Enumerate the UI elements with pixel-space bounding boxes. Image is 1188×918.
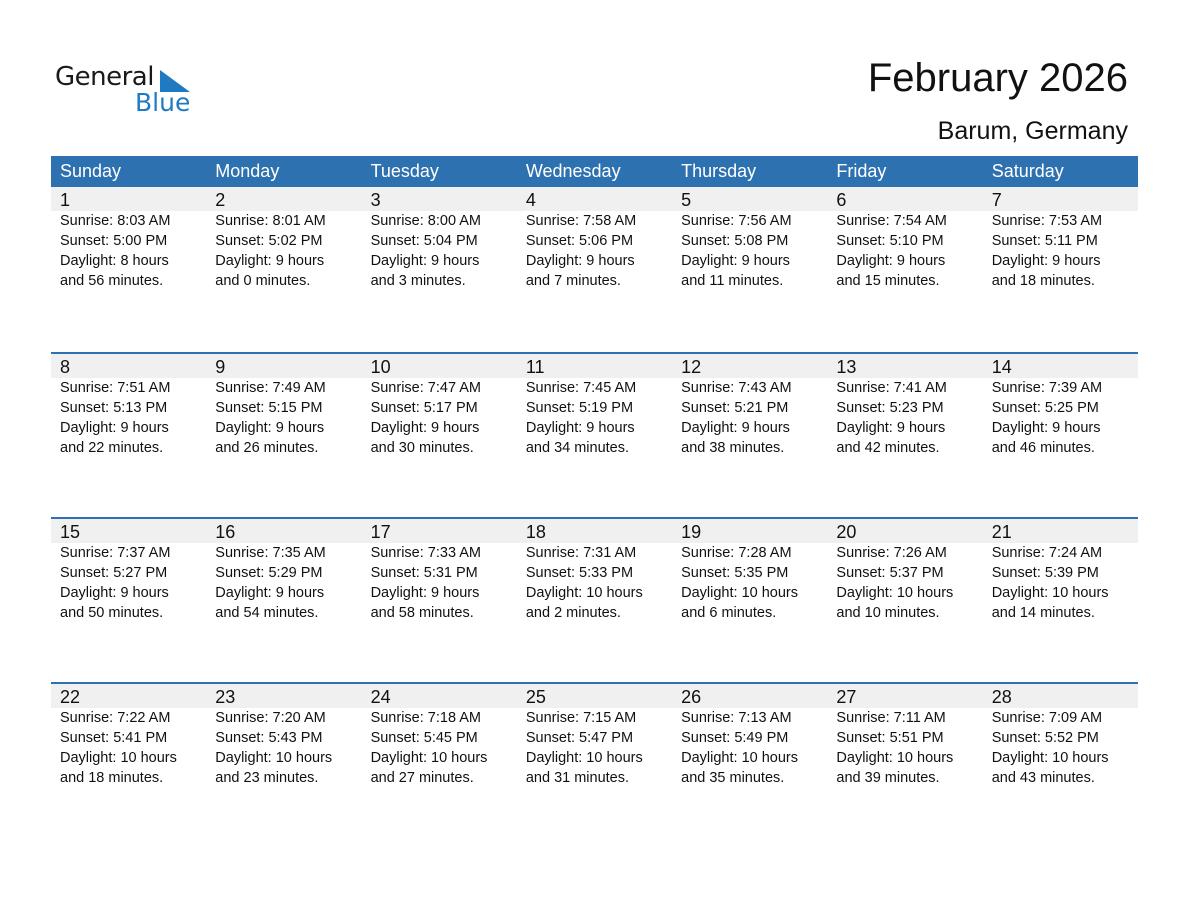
daylight-text: Daylight: 10 hours	[215, 750, 333, 766]
day-number: 9	[215, 357, 226, 377]
location-subtitle: Barum, Germany	[937, 117, 1128, 145]
page-title: February 2026	[867, 56, 1128, 100]
daylight-minutes-text: and 18 minutes.	[991, 273, 1095, 289]
sunrise-text: Sunrise: 7:51 AM	[60, 380, 171, 396]
sunset-text: Sunset: 5:45 PM	[370, 730, 478, 746]
sunset-text: Sunset: 5:19 PM	[525, 400, 634, 416]
sunset-text: Sunset: 5:41 PM	[60, 730, 168, 746]
day-number: 26	[681, 687, 702, 707]
sunset-text: Sunset: 5:39 PM	[991, 565, 1099, 581]
week-row	[51, 682, 1138, 847]
day-cell	[362, 354, 517, 458]
daylight-minutes-text: and 26 minutes.	[215, 440, 319, 456]
daylight-minutes-text: and 14 minutes.	[991, 605, 1095, 621]
week-row	[51, 517, 1138, 682]
sunrise-text: Sunrise: 7:39 AM	[991, 380, 1103, 396]
day-cell	[51, 354, 206, 458]
daylight-minutes-text: and 35 minutes.	[681, 770, 785, 786]
sunset-text: Sunset: 5:08 PM	[681, 233, 789, 249]
weekday-wednesday: Wednesday	[525, 161, 621, 181]
daylight-minutes-text: and 23 minutes.	[215, 770, 319, 786]
day-cell	[827, 684, 982, 788]
daylight-text: Daylight: 10 hours	[991, 750, 1109, 766]
day-cell	[827, 354, 982, 458]
sunrise-text: Sunrise: 7:47 AM	[370, 380, 481, 396]
sunrise-text: Sunrise: 8:03 AM	[60, 213, 171, 229]
sunset-text: Sunset: 5:13 PM	[60, 400, 168, 416]
logo-text-blue: Blue	[135, 88, 191, 117]
sunrise-text: Sunrise: 7:37 AM	[60, 545, 171, 561]
sunrise-text: Sunrise: 7:58 AM	[525, 213, 637, 229]
day-cell	[517, 519, 672, 623]
week-days	[51, 354, 1138, 458]
day-number: 2	[215, 190, 226, 210]
logo	[55, 62, 205, 122]
sunset-text: Sunset: 5:27 PM	[60, 565, 168, 581]
daylight-minutes-text: and 54 minutes.	[215, 605, 319, 621]
sunset-text: Sunset: 5:06 PM	[525, 233, 634, 249]
sunrise-text: Sunrise: 7:26 AM	[836, 545, 947, 561]
day-number: 23	[215, 687, 236, 707]
day-number: 8	[60, 357, 71, 377]
daylight-minutes-text: and 31 minutes.	[525, 770, 630, 786]
day-cell	[51, 187, 206, 291]
daylight-minutes-text: and 27 minutes.	[370, 770, 474, 786]
sunset-text: Sunset: 5:02 PM	[215, 233, 323, 249]
daylight-text: Daylight: 9 hours	[681, 253, 790, 269]
sunset-text: Sunset: 5:31 PM	[370, 565, 478, 581]
day-cell	[983, 519, 1138, 623]
day-number: 6	[836, 190, 847, 210]
sunset-text: Sunset: 5:47 PM	[525, 730, 634, 746]
day-cell	[983, 354, 1138, 458]
sunrise-text: Sunrise: 7:18 AM	[370, 710, 481, 726]
sunrise-text: Sunrise: 7:22 AM	[60, 710, 171, 726]
day-cell	[206, 354, 361, 458]
daylight-text: Daylight: 10 hours	[370, 750, 488, 766]
daylight-text: Daylight: 9 hours	[991, 253, 1101, 269]
day-number: 21	[991, 522, 1012, 542]
sunrise-text: Sunrise: 7:43 AM	[681, 380, 792, 396]
day-number: 24	[370, 687, 391, 707]
logo-text-general: General	[55, 62, 154, 92]
daylight-minutes-text: and 7 minutes.	[525, 273, 621, 289]
daylight-text: Daylight: 10 hours	[60, 750, 177, 766]
sunset-text: Sunset: 5:49 PM	[681, 730, 789, 746]
day-cell	[206, 684, 361, 788]
daylight-text: Daylight: 9 hours	[370, 420, 480, 436]
day-cell	[362, 187, 517, 291]
sunset-text: Sunset: 5:43 PM	[215, 730, 323, 746]
day-number: 19	[681, 522, 702, 542]
sunrise-text: Sunrise: 7:15 AM	[525, 710, 637, 726]
day-number: 10	[370, 357, 391, 377]
day-number: 14	[991, 357, 1012, 377]
daylight-minutes-text: and 38 minutes.	[681, 440, 785, 456]
daylight-minutes-text: and 42 minutes.	[836, 440, 940, 456]
day-cell	[51, 519, 206, 623]
sunrise-text: Sunrise: 7:53 AM	[991, 213, 1103, 229]
sunset-text: Sunset: 5:51 PM	[836, 730, 944, 746]
daylight-minutes-text: and 0 minutes.	[215, 273, 311, 289]
daylight-text: Daylight: 10 hours	[681, 750, 798, 766]
week-days	[51, 519, 1138, 623]
sunset-text: Sunset: 5:23 PM	[836, 400, 944, 416]
sunset-text: Sunset: 5:11 PM	[991, 233, 1098, 249]
daylight-text: Daylight: 9 hours	[991, 420, 1101, 436]
daylight-text: Daylight: 9 hours	[60, 420, 169, 436]
sunset-text: Sunset: 5:52 PM	[991, 730, 1099, 746]
day-cell	[672, 187, 827, 291]
week-row	[51, 352, 1138, 517]
daylight-minutes-text: and 11 minutes.	[681, 273, 784, 289]
day-number: 18	[525, 522, 546, 542]
sunset-text: Sunset: 5:15 PM	[215, 400, 323, 416]
daylight-text: Daylight: 9 hours	[681, 420, 790, 436]
daylight-text: Daylight: 10 hours	[836, 585, 954, 601]
day-number: 28	[991, 687, 1012, 707]
sunrise-text: Sunrise: 7:11 AM	[836, 710, 946, 726]
daylight-minutes-text: and 39 minutes.	[836, 770, 940, 786]
day-cell	[983, 684, 1138, 788]
day-number: 13	[836, 357, 857, 377]
day-cell	[362, 684, 517, 788]
daylight-minutes-text: and 58 minutes.	[370, 605, 474, 621]
sunrise-text: Sunrise: 7:09 AM	[991, 710, 1103, 726]
daylight-minutes-text: and 50 minutes.	[60, 605, 164, 621]
daylight-minutes-text: and 43 minutes.	[991, 770, 1095, 786]
sunrise-text: Sunrise: 7:13 AM	[681, 710, 792, 726]
day-cell	[206, 187, 361, 291]
weekday-saturday: Saturday	[991, 161, 1064, 181]
day-cell	[206, 519, 361, 623]
week-row	[51, 187, 1138, 352]
daylight-minutes-text: and 15 minutes.	[836, 273, 940, 289]
day-number: 17	[370, 522, 391, 542]
day-number: 16	[215, 522, 236, 542]
day-number: 1	[60, 190, 71, 210]
sunrise-text: Sunrise: 7:54 AM	[836, 213, 947, 229]
daylight-text: Daylight: 10 hours	[836, 750, 954, 766]
sunset-text: Sunset: 5:10 PM	[836, 233, 944, 249]
sunrise-text: Sunrise: 8:00 AM	[370, 213, 481, 229]
daylight-minutes-text: and 3 minutes.	[370, 273, 466, 289]
day-cell	[517, 684, 672, 788]
weekday-header	[51, 156, 1138, 187]
day-number: 5	[681, 190, 692, 210]
daylight-minutes-text: and 46 minutes.	[991, 440, 1095, 456]
day-number: 3	[370, 190, 381, 210]
daylight-text: Daylight: 10 hours	[525, 750, 643, 766]
weekday-sunday: Sunday	[60, 161, 122, 181]
daylight-text: Daylight: 10 hours	[681, 585, 798, 601]
sunset-text: Sunset: 5:21 PM	[681, 400, 789, 416]
sunrise-text: Sunrise: 7:35 AM	[215, 545, 326, 561]
sunset-text: Sunset: 5:17 PM	[370, 400, 478, 416]
sunset-text: Sunset: 5:25 PM	[991, 400, 1099, 416]
weekday-thursday: Thursday	[681, 161, 757, 181]
day-cell	[517, 187, 672, 291]
daylight-minutes-text: and 2 minutes.	[525, 605, 621, 621]
daylight-text: Daylight: 9 hours	[525, 420, 635, 436]
calendar	[51, 156, 1138, 847]
daylight-text: Daylight: 9 hours	[525, 253, 635, 269]
day-cell	[517, 354, 672, 458]
sunrise-text: Sunrise: 7:49 AM	[215, 380, 326, 396]
sunset-text: Sunset: 5:04 PM	[370, 233, 478, 249]
daylight-text: Daylight: 8 hours	[60, 253, 169, 269]
daylight-text: Daylight: 9 hours	[370, 253, 480, 269]
calendar-weeks	[51, 187, 1138, 847]
sunrise-text: Sunrise: 7:28 AM	[681, 545, 792, 561]
sunrise-text: Sunrise: 7:31 AM	[525, 545, 637, 561]
sunset-text: Sunset: 5:33 PM	[525, 565, 634, 581]
week-days	[51, 187, 1138, 291]
daylight-text: Daylight: 9 hours	[215, 420, 325, 436]
sunrise-text: Sunrise: 7:41 AM	[836, 380, 947, 396]
sunrise-text: Sunrise: 7:24 AM	[991, 545, 1103, 561]
daylight-minutes-text: and 22 minutes.	[60, 440, 164, 456]
week-days	[51, 684, 1138, 788]
sunrise-text: Sunrise: 7:33 AM	[370, 545, 481, 561]
daylight-minutes-text: and 34 minutes.	[525, 440, 630, 456]
day-number: 4	[525, 190, 536, 210]
daylight-text: Daylight: 10 hours	[991, 585, 1109, 601]
day-cell	[672, 519, 827, 623]
day-cell	[362, 519, 517, 623]
daylight-minutes-text: and 18 minutes.	[60, 770, 164, 786]
sunrise-text: Sunrise: 7:45 AM	[525, 380, 637, 396]
day-cell	[672, 684, 827, 788]
day-number: 22	[60, 687, 81, 707]
sunrise-text: Sunrise: 7:20 AM	[215, 710, 326, 726]
sunset-text: Sunset: 5:35 PM	[681, 565, 789, 581]
daylight-minutes-text: and 30 minutes.	[370, 440, 474, 456]
day-number: 12	[681, 357, 702, 377]
sunset-text: Sunset: 5:29 PM	[215, 565, 323, 581]
weekday-monday: Monday	[215, 161, 280, 181]
daylight-minutes-text: and 10 minutes.	[836, 605, 940, 621]
daylight-text: Daylight: 9 hours	[215, 585, 325, 601]
day-number: 11	[525, 357, 545, 377]
sunrise-text: Sunrise: 8:01 AM	[215, 213, 326, 229]
sunrise-text: Sunrise: 7:56 AM	[681, 213, 792, 229]
day-number: 27	[836, 687, 857, 707]
day-cell	[983, 187, 1138, 291]
day-number: 7	[991, 190, 1002, 210]
sunset-text: Sunset: 5:00 PM	[60, 233, 168, 249]
day-number: 15	[60, 522, 81, 542]
day-cell	[827, 187, 982, 291]
daylight-minutes-text: and 56 minutes.	[60, 273, 164, 289]
day-cell	[51, 684, 206, 788]
daylight-text: Daylight: 9 hours	[370, 585, 480, 601]
day-cell	[827, 519, 982, 623]
daylight-text: Daylight: 9 hours	[836, 253, 946, 269]
sunset-text: Sunset: 5:37 PM	[836, 565, 944, 581]
daylight-minutes-text: and 6 minutes.	[681, 605, 777, 621]
daylight-text: Daylight: 9 hours	[60, 585, 169, 601]
day-cell	[672, 354, 827, 458]
weekday-friday: Friday	[836, 161, 887, 181]
day-number: 25	[525, 687, 546, 707]
weekday-tuesday: Tuesday	[370, 161, 439, 181]
day-number: 20	[836, 522, 857, 542]
daylight-text: Daylight: 10 hours	[525, 585, 643, 601]
daylight-text: Daylight: 9 hours	[215, 253, 325, 269]
daylight-text: Daylight: 9 hours	[836, 420, 946, 436]
